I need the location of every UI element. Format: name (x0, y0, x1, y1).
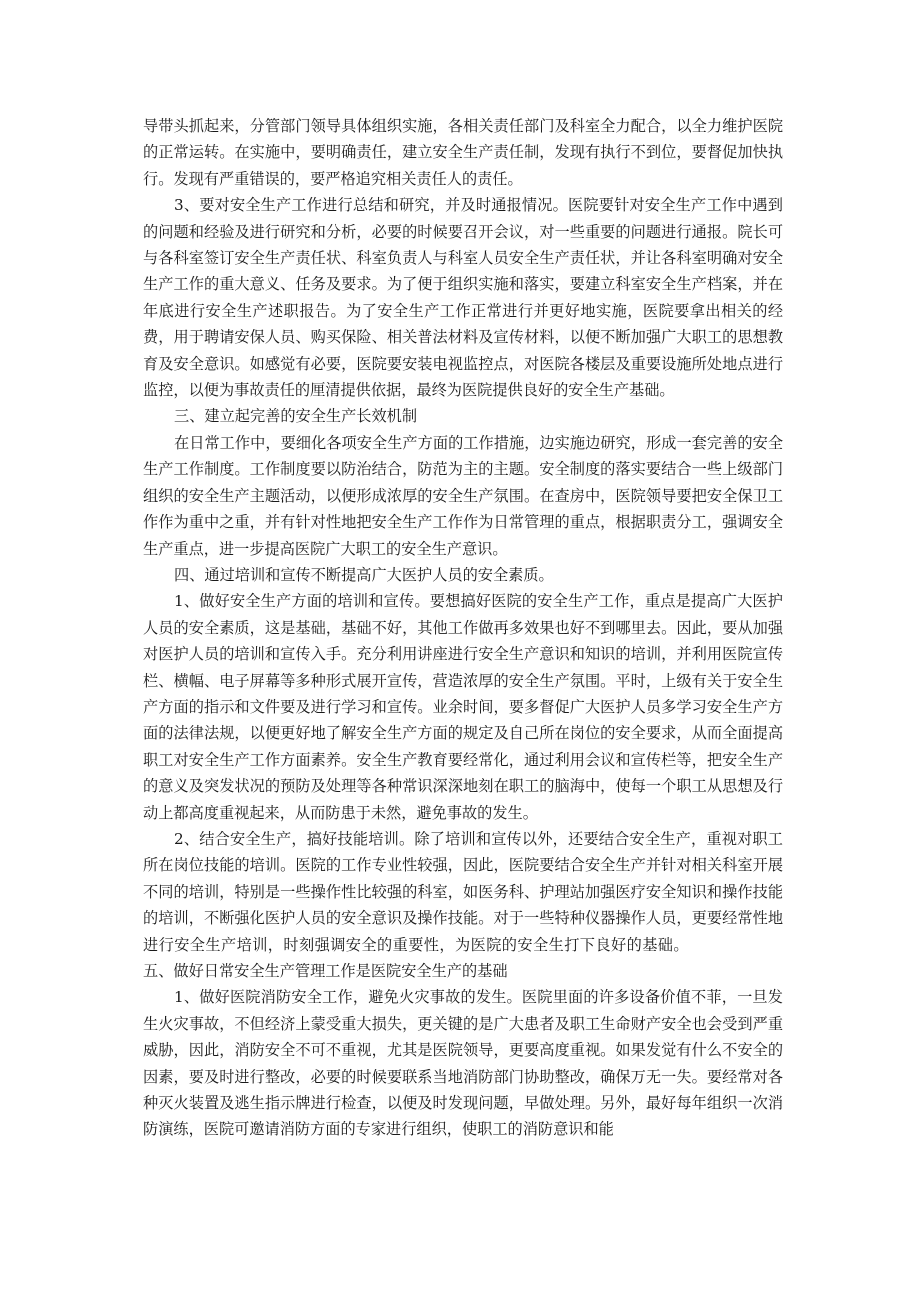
paragraph-item-4-2-text: 2、结合安全生产，搞好技能培训。除了培训和宣传以外，还要结合安全生产，重视对职工所在岗位技能的培训。医院的工作专业性较强，因此，医院要结合安全生产并针对相关科室开展不同的培训，特别是一些操作性比较强的科室，如医务科、护理站加强医疗安全知识和操作技能的培训，不断强化医护人员的安全意识及操作技能。对于一些特种仪器操作人员，更要经常性地进行安全生产培训，时刻强调安全的重要性，为医院的安全生打下良好的基础。 (143, 829, 783, 954)
section-heading-4: 四、通过培训和宣传不断提高广大医护人员的安全素质。 (174, 565, 554, 584)
section-heading-3: 三、建立起完善的安全生产长效机制 (174, 407, 417, 426)
paragraph-continuation: 导带头抓起来，分管部门领导具体组织实施，各相关责任部门及科室全力配合，以全力维护医院的正常运转。在实施中，要明确责任，建立安全生产责任制，发现有执行不到位，要督促加快执行。发现有严重错误的，要严格追究相关责任人的责任。 (143, 117, 783, 188)
document-page (143, 113, 783, 1143)
paragraph-item-5-1: 1、做好医院消防安全工作，避免火灾事故的发生。医院里面的许多设备价值不菲，一旦发生火灾事故，不但经济上蒙受重大损失，更关键的是广大患者及职工生命财产安全也会受到严重威胁，因此，消防安全不可不重视，尤其是医院领导，更要高度重视。如果发觉有什么不安全的因素，要及时进行整改，必要的时候要联系当地消防部门协助整改，确保万无一失。要经常对各种灭火装置及逃生指示牌进行检查，以便及时发现问题，早做处理。另外，最好每年组织一次消防演练，医院可邀请消防方面的专家进行组织，使职工的消防意识和能 (143, 988, 783, 1139)
paragraph-section-3-body: 在日常工作中，要细化各项安全生产方面的工作措施，边实施边研究，形成一套完善的安全生产工作制度。工作制度要以防治结合，防范为主的主题。安全制度的落实要结合一些上级部门组织的安全生产主题活动，以便形成浓厚的安全生产氛围。在查房中，医院领导要把安全保卫工作作为重中之重，并有针对性地把安全生产工作作为日常管理的重点，根据职责分工，强调安全生产重点，进一步提高医院广大职工的安全生产意识。 (143, 433, 783, 558)
paragraph-item-4-1: 1、做好安全生产方面的培训和宣传。要想搞好医院的安全生产工作，重点是提高广大医护人员的安全素质，这是基础，基础不好，其他工作做再多效果也好不到哪里去。因此，要从加强对医护人员的培训和宣传入手。充分利用讲座进行安全生产意识和知识的培训，并利用医院宣传栏、横幅、电子屏幕等多种形式展开宣传，营造浓厚的安全生产氛围。平时，上级有关于安全生产方面的指示和文件要及进行学习和宣传。业余时间，要多督促广大医护人员多学习安全生产方面的法律法规，以便更好地了解安全生产方面的规定及自己所在岗位的安全要求，从而全面提高职工对安全生产工作方面素养。安全生产教育要经常化，通过利用会议和宣传栏等，把安全生产的意义及突发状况的预防及处理等各种常识深深地刻在职工的脑海中，使每一个职工从思想及行动上都高度重视起来，从而防患于未然，避免事故的发生。 (143, 592, 783, 822)
section-heading-5: 五、做好日常安全生产管理工作是医院安全生产的基础 (143, 962, 508, 980)
paragraph-item-4-2 (143, 826, 783, 984)
paragraph-item-3: 3、要对安全生产工作进行总结和研究，并及时通报情况。医院要针对安全生产工作中遇到的问题和经验及进行研究和分析，必要的时候要召开会议，对一些重要的问题进行通报。院长可与各科室签订安全生产责任状、科室负责人与科室人员安全生产责任状，并让各科室明确对安全生产工作的重大意义、任务及要求。为了便于组织实施和落实，要建立科室安全生产档案，并在年底进行安全生产述职报告。为了安全生产工作正常进行并更好地实施，医院要拿出相关的经费，用于聘请安保人员、购买保险、相关普法材料及宣传材料，以便不断加强广大职工的思想教育及安全意识。如感觉有必要，医院要安装电视监控点，对医院各楼层及重要设施所处地点进行监控，以便为事故责任的厘清提供依据，最终为医院提供良好的安全生产基础。 (143, 196, 783, 400)
